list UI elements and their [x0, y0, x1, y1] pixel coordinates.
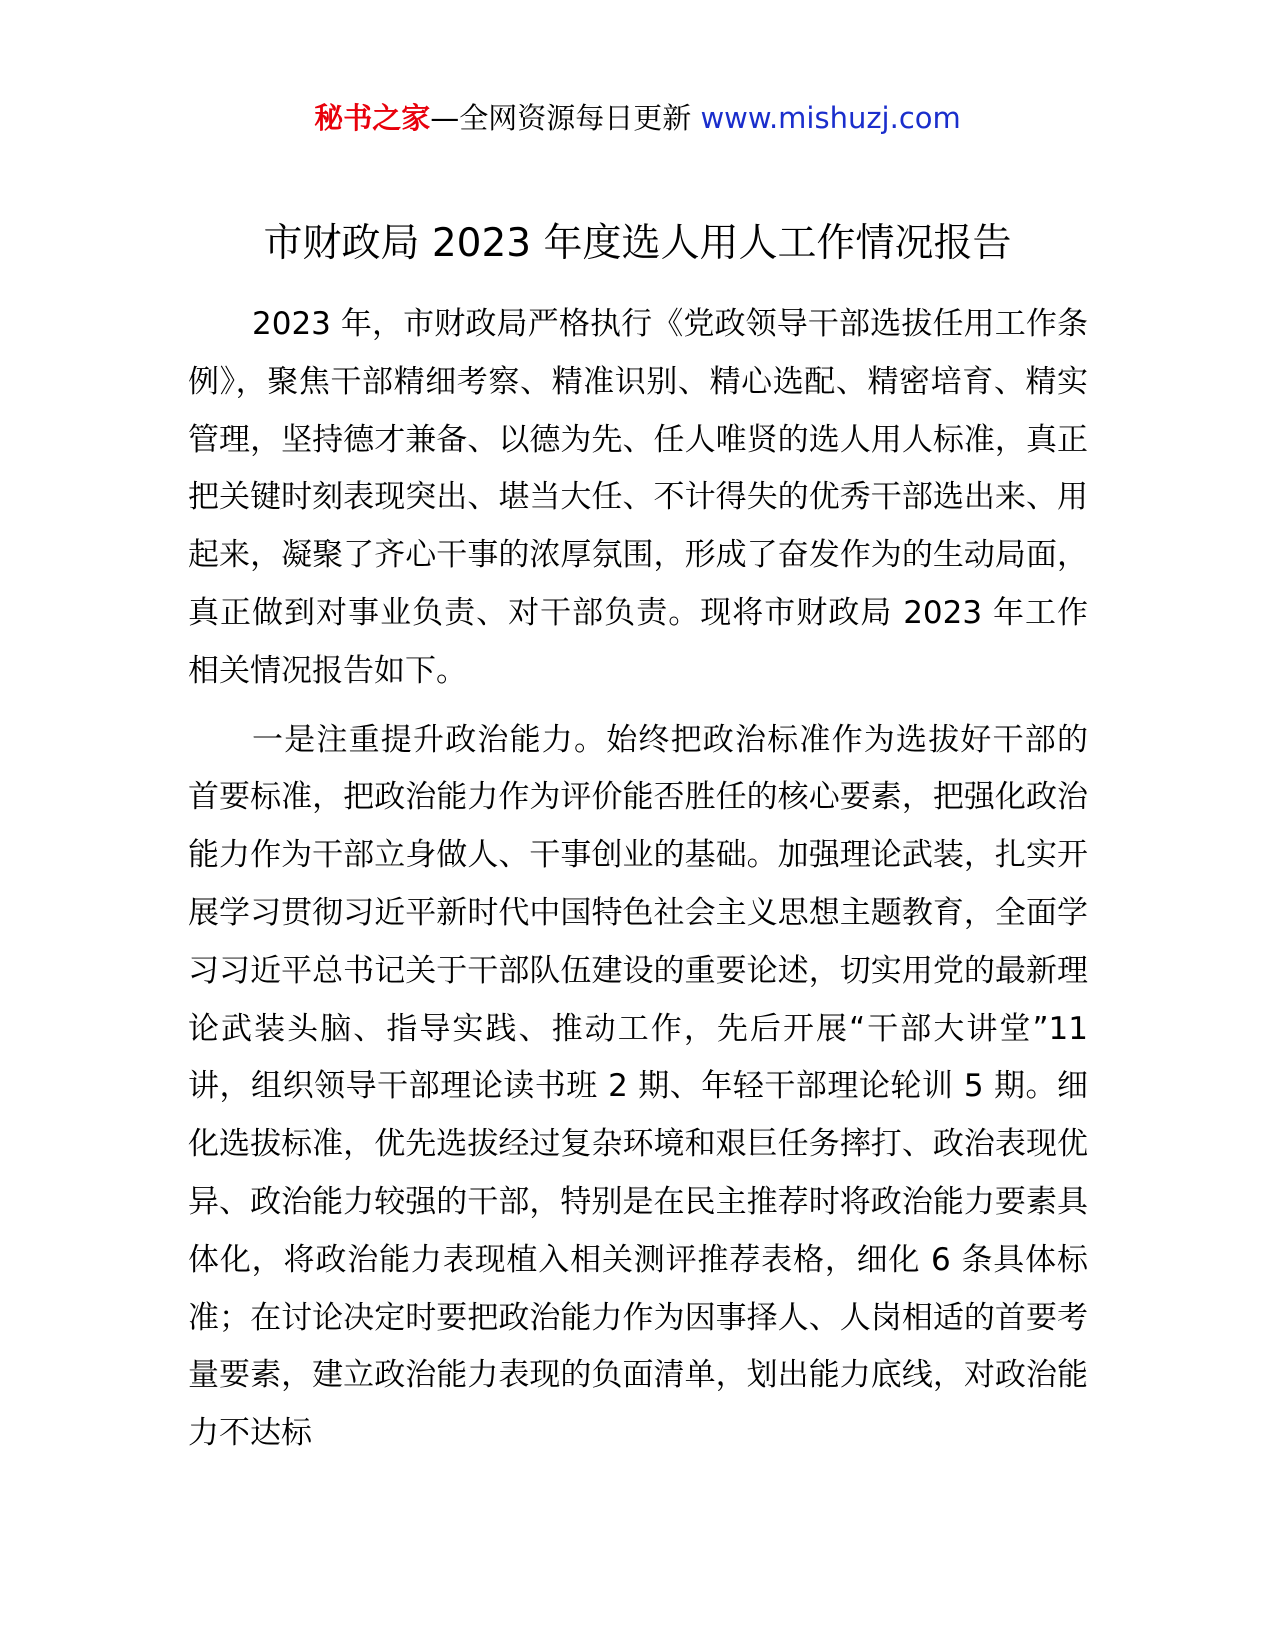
- site-header: [0, 98, 1275, 138]
- document-body: [188, 296, 1088, 1463]
- paragraph-political-ability: 一是注重提升政治能力。始终把政治标准作为选拔好干部的首要标准，把政治能力作为评价能否胜任的核心要素，把强化政治能力作为干部立身做人、干事创业的基础。加强理论武装，扎实开展学习贯彻习近平新时代中国特色社会主义思想主题教育，全面学习习近平总书记关于干部队伍建设的重要论述，切实用党的最新理论武装头脑、指导实践、推动工作，先后开展“干部大讲堂”11 讲，组织领导干部理论读书班 2 期、年轻干部理论轮训 5 期。细化选拔标准，优先选拔经过复杂环境和艰巨任务摔打、政治表现优异、政治能力较强的干部，特别是在民主推荐时将政治能力要素具体化，将政治能力表现植入相关测评推荐表格，细化 6 条具体标准；在讨论决定时要把政治能力作为因事择人、人岗相适的首要考量要素，建立政治能力表现的负面清单，划出能力底线，对政治能力不达标: [188, 721, 1088, 1452]
- site-url[interactable]: www.mishuzj.com: [700, 101, 961, 135]
- paragraph-intro: 2023 年，市财政局严格执行《党政领导干部选拔任用工作条例》，聚焦干部精细考察、精准识别、精心选配、精密培育、精实管理，坚持德才兼备、以德为先、任人唯贤的选人用人标准，真正把关键时刻表现突出、堪当大任、不计得失的优秀干部选出来、用起来，凝聚了齐心干事的浓厚氛围，形成了奋发作为的生动局面，真正做到对事业负责、对干部负责。现将市财政局 2023 年工作相关情况报告如下。: [188, 306, 1088, 689]
- header-tagline: —全网资源每日更新: [430, 101, 701, 135]
- brand-name: 秘书之家: [314, 101, 431, 135]
- document-title: 市财政局 2023 年度选人用人工作情况报告: [263, 221, 1012, 266]
